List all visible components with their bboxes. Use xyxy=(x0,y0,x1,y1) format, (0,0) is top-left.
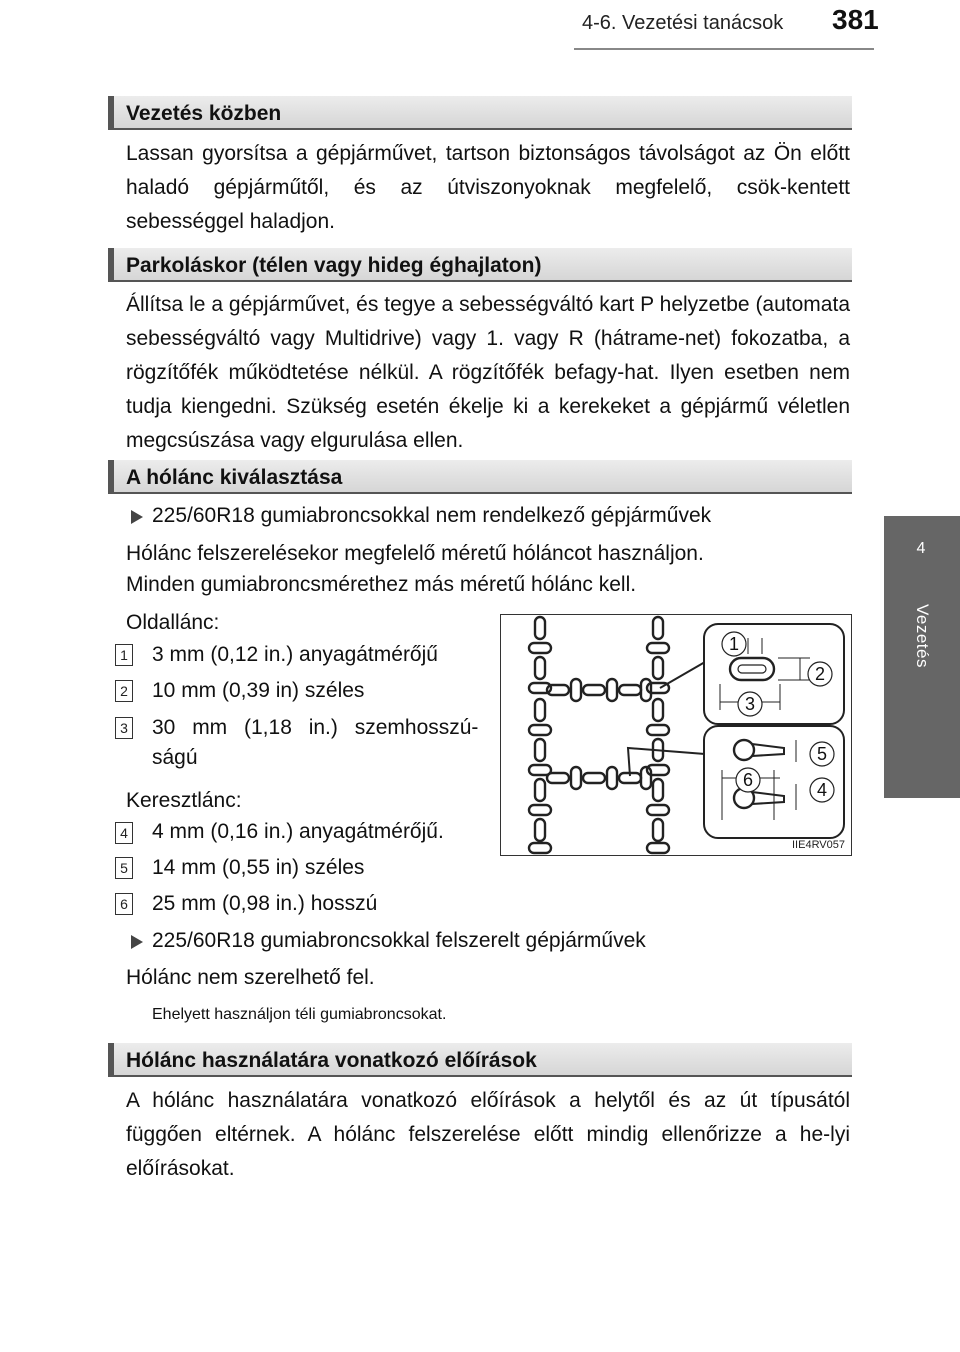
bullet-arrow xyxy=(131,935,143,949)
bullet-arrow xyxy=(131,510,143,524)
callout-number: 5 xyxy=(115,857,133,879)
callout-number: 3 xyxy=(115,717,133,739)
section-heading-regulations xyxy=(108,1043,852,1077)
figure-callout-3: 3 xyxy=(744,694,756,714)
callout-number: 1 xyxy=(115,644,133,666)
chain-intro-line-2: Minden gumiabroncsmérethez más méretű hólánc kell. xyxy=(126,573,637,596)
page-number: 381 xyxy=(832,4,879,35)
no-chain-text: Hólánc nem szerelhető fel. xyxy=(126,966,375,989)
cross-chain-label: Keresztlánc: xyxy=(126,789,242,812)
side-chain-item: 3 mm (0,12 in.) anyagátmérőjű xyxy=(152,643,438,666)
side-chain-item: 10 mm (0,39 in) széles xyxy=(152,679,365,702)
section-heading-chain-selection xyxy=(108,460,852,494)
figure-code: IIE4RV057 xyxy=(792,839,846,851)
figure-callout-4: 4 xyxy=(816,780,828,800)
side-chain-item-text: 30 mm (1,18 in.) szemhosszú- xyxy=(152,716,479,739)
side-chain-item xyxy=(152,716,479,740)
section-heading-driving xyxy=(108,96,852,130)
paragraph-regulations: A hólánc használatára vonatkozó előírások a helytől és az út típusától függően eltérnek. A hólánc felszerelése előtt mindig ellenőrizze a he-lyi előírásokat. xyxy=(126,1089,850,1180)
section-heading-text: A hólánc kiválasztása xyxy=(126,466,343,489)
bullet-text: 225/60R18 gumiabroncsokkal nem rendelkező gépjárművek xyxy=(152,504,712,527)
section-heading-text: Parkoláskor (télen vagy hideg éghajlaton) xyxy=(126,254,542,277)
side-chain-label: Oldallánc: xyxy=(126,611,220,634)
figure-callout-2: 2 xyxy=(814,664,826,684)
paragraph-driving: Lassan gyorsítsa a gépjárművet, tartson biztonságos távolságot az Ön előtt haladó gépjárműtől, és az útviszonyoknak megfelelő, csök-kentett sebességgel haladjon. xyxy=(126,142,850,233)
chapter-tab-number: 4 xyxy=(916,540,926,557)
callout-number: 6 xyxy=(115,893,133,915)
bullet-text: 225/60R18 gumiabroncsokkal felszerelt gépjárművek xyxy=(152,929,646,952)
section-heading-parking xyxy=(108,248,852,282)
snow-chain-illustration xyxy=(500,614,852,856)
chapter-tab-label: Vezetés xyxy=(913,604,932,668)
cross-chain-item: 4 mm (0,16 in.) anyagátmérőjű. xyxy=(152,820,444,843)
note-text: Ehelyett használjon téli gumiabroncsokat. xyxy=(152,1006,447,1023)
header-section-title: 4-6. Vezetési tanácsok xyxy=(582,12,784,34)
figure-callout-1: 1 xyxy=(728,634,740,654)
snow-chain-figure xyxy=(500,614,852,856)
cross-chain-item: 25 mm (0,98 in.) hosszú xyxy=(152,892,378,915)
callout-number: 2 xyxy=(115,680,133,702)
figure-callout-6: 6 xyxy=(742,770,754,790)
section-heading-text: Hólánc használatára vonatkozó előírások xyxy=(126,1049,537,1072)
chain-intro-line-1: Hólánc felszerelésekor megfelelő méretű hóláncot használjon. xyxy=(126,542,704,565)
paragraph-parking: Állítsa le a gépjárművet, és tegye a sebességváltó kart P helyzetbe (automata sebességváltó vagy Multidrive) vagy 1. vagy R (hátrame-net) fokozatba, a rögzítőfék működtetése nélkül. A rögzítőfék befagy-hat. Ilyen esetben nem tudja kiengedni. Szükség esetén ékelje ki a kerekeket a gépjármű véletlen megcsúszása vagy elgurulása ellen. xyxy=(126,293,850,452)
callout-number: 4 xyxy=(115,822,133,844)
header-rule xyxy=(574,48,874,50)
section-heading-text: Vezetés közben xyxy=(126,102,282,125)
side-chain-item-continued: ságú xyxy=(152,746,198,769)
cross-chain-item: 14 mm (0,55 in) széles xyxy=(152,856,365,879)
figure-callout-5: 5 xyxy=(816,744,828,764)
